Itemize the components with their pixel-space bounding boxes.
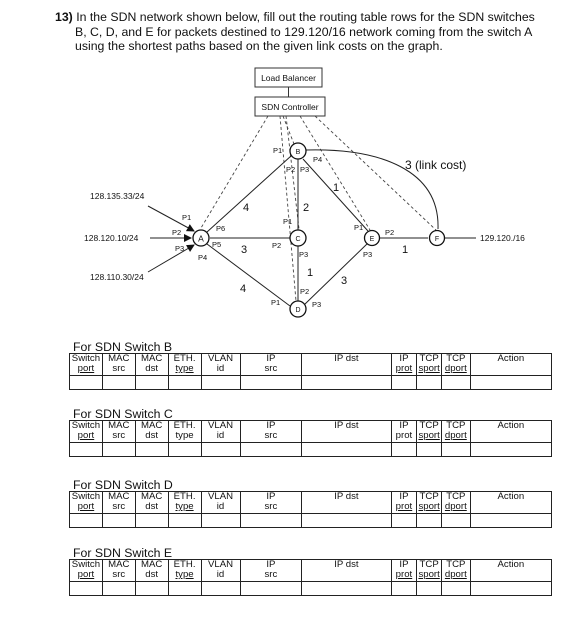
control-link-e: [300, 116, 370, 230]
table-row: [70, 582, 552, 596]
switch-d-table: [69, 491, 552, 528]
node-a-label: A: [198, 233, 204, 244]
answer-cell[interactable]: [102, 582, 135, 596]
col-label: TCP: [446, 353, 466, 364]
col-label: IP: [399, 491, 409, 502]
network-label-dest: 129.120./16: [480, 233, 525, 243]
answer-cell[interactable]: [441, 443, 470, 457]
col-action: [470, 560, 551, 582]
col-tcp-dport: [441, 421, 470, 443]
question-number: 13): [55, 10, 73, 24]
load-balancer-label: Load Balancer: [261, 73, 316, 83]
answer-cell[interactable]: [102, 443, 135, 457]
answer-cell[interactable]: [240, 582, 302, 596]
col-label: TCP: [446, 420, 466, 431]
port-e-p3: P3: [363, 250, 373, 259]
col-sub: src: [112, 501, 126, 512]
answer-cell[interactable]: [70, 376, 103, 390]
col-sub: src: [112, 569, 126, 580]
node-c-label: C: [295, 236, 301, 243]
port-a-p6: P6: [216, 224, 226, 233]
col-tcp-sport: [417, 560, 442, 582]
col-tcp-dport: [441, 492, 470, 514]
question-line-2: B, C, D, and E for packets destined to 129.120/16 network coming from the switch A: [75, 24, 533, 39]
col-vlan-id: [201, 492, 240, 514]
col-ip-prot: [391, 421, 417, 443]
col-label: IP dst: [334, 420, 359, 431]
answer-cell[interactable]: [417, 443, 442, 457]
col-sub: id: [216, 430, 225, 441]
col-label: TCP: [419, 353, 439, 364]
col-sub: prot: [395, 430, 413, 441]
col-sub: port: [77, 569, 95, 580]
cost-a-c: 3: [241, 244, 248, 256]
col-sub: dport: [444, 430, 467, 441]
answer-cell[interactable]: [391, 582, 417, 596]
port-a-p4: P4: [198, 253, 208, 262]
col-label: MAC: [108, 491, 130, 502]
col-sub: id: [216, 363, 225, 374]
table-row: [70, 443, 552, 457]
cost-c-d: 1: [307, 267, 314, 279]
table-header-row: [70, 560, 552, 582]
col-mac-src: [102, 421, 135, 443]
col-label: Switch: [71, 491, 101, 502]
answer-cell[interactable]: [201, 443, 240, 457]
table-header-row: [70, 354, 552, 376]
col-sub: sport: [418, 569, 440, 580]
answer-cell[interactable]: [70, 582, 103, 596]
answer-cell[interactable]: [441, 514, 470, 528]
col-label: TCP: [419, 559, 439, 570]
col-sub: port: [77, 363, 95, 374]
col-label: VLAN: [207, 353, 234, 364]
port-b-p4: P4: [313, 155, 323, 164]
col-label: VLAN: [207, 420, 234, 431]
col-action: [470, 354, 551, 376]
cost-e-d: 3: [341, 275, 348, 287]
arrow-net3: [148, 245, 194, 272]
node-b: [290, 143, 306, 159]
port-e-p1: P1: [354, 223, 364, 232]
col-sub: src: [264, 569, 278, 580]
answer-cell[interactable]: [240, 376, 302, 390]
col-ip-dst: [302, 421, 391, 443]
col-ip-dst: [302, 354, 391, 376]
col-sub: src: [264, 501, 278, 512]
col-sub: sport: [418, 501, 440, 512]
sdn-controller-label: SDN Controller: [261, 102, 319, 112]
col-label: IP: [266, 353, 276, 364]
answer-cell[interactable]: [391, 376, 417, 390]
port-a-p1: P1: [182, 213, 192, 222]
col-switch-port: [70, 560, 103, 582]
col-sub: dst: [145, 430, 159, 441]
col-label: IP dst: [334, 491, 359, 502]
node-d: [290, 301, 306, 317]
switch-c-table: [69, 420, 552, 457]
link-a-b: [207, 156, 291, 232]
port-c-p2: P2: [272, 241, 282, 250]
col-label: Switch: [71, 353, 101, 364]
answer-cell[interactable]: [168, 443, 201, 457]
port-d-p2: P2: [300, 287, 310, 296]
answer-cell[interactable]: [168, 582, 201, 596]
link-b-e: [303, 159, 368, 231]
switch-c-title: For SDN Switch C: [73, 407, 173, 421]
answer-cell[interactable]: [240, 514, 302, 528]
cost-e-f: 1: [402, 244, 409, 256]
answer-cell[interactable]: [102, 514, 135, 528]
port-b-p3: P3: [300, 165, 310, 174]
node-f: [430, 231, 445, 246]
col-mac-dst: [135, 560, 168, 582]
answer-cell[interactable]: [168, 514, 201, 528]
port-c-p3: P3: [299, 250, 309, 259]
port-a-p2: P2: [172, 228, 182, 237]
col-sub: src: [112, 430, 126, 441]
col-mac-src: [102, 492, 135, 514]
col-mac-src: [102, 560, 135, 582]
col-sub: sport: [418, 430, 440, 441]
col-sub: dst: [145, 501, 159, 512]
col-sub: type: [175, 501, 194, 512]
answer-cell[interactable]: [441, 582, 470, 596]
col-label: Switch: [71, 420, 101, 431]
table-header-row: [70, 421, 552, 443]
col-label: IP: [266, 491, 276, 502]
answer-cell[interactable]: [135, 582, 168, 596]
port-b-p2: P2: [286, 165, 296, 174]
port-e-p2: P2: [385, 228, 395, 237]
col-label: ETH.: [173, 353, 196, 364]
col-eth-type: [168, 421, 201, 443]
answer-cell[interactable]: [470, 582, 551, 596]
col-sub: prot: [395, 501, 413, 512]
node-e: [365, 231, 380, 246]
col-tcp-sport: [417, 354, 442, 376]
switch-e-title: For SDN Switch E: [73, 546, 173, 560]
cost-a-d: 4: [240, 283, 247, 295]
col-ip-src: [240, 421, 302, 443]
col-vlan-id: [201, 354, 240, 376]
col-switch-port: [70, 492, 103, 514]
switch-b-table: [69, 353, 552, 390]
switch-d-title: For SDN Switch D: [73, 478, 173, 492]
table-row: [70, 514, 552, 528]
col-switch-port: [70, 354, 103, 376]
answer-cell[interactable]: [417, 514, 442, 528]
port-d-p3: P3: [312, 300, 322, 309]
cost-b-c: 2: [303, 202, 310, 214]
link-e-d: [304, 243, 368, 305]
col-vlan-id: [201, 421, 240, 443]
col-label: Action: [497, 353, 525, 364]
node-b-label: B: [295, 149, 301, 156]
col-mac-dst: [135, 492, 168, 514]
answer-cell[interactable]: [135, 443, 168, 457]
col-label: TCP: [446, 491, 466, 502]
col-label: VLAN: [207, 491, 234, 502]
cost-a-b: 4: [243, 202, 250, 214]
link-cost-note: 3 (link cost): [405, 158, 467, 172]
col-ip-dst: [302, 560, 391, 582]
col-label: IP: [266, 420, 276, 431]
node-a: [193, 230, 209, 246]
col-sub: prot: [395, 363, 413, 374]
table-header-row: [70, 492, 552, 514]
col-label: IP: [399, 559, 409, 570]
col-label: IP dst: [334, 559, 359, 570]
col-sub: dport: [444, 569, 467, 580]
answer-cell[interactable]: [470, 443, 551, 457]
col-label: TCP: [419, 491, 439, 502]
table-row: [70, 376, 552, 390]
col-eth-type: [168, 354, 201, 376]
answer-cell[interactable]: [240, 443, 302, 457]
answer-cell[interactable]: [70, 443, 103, 457]
question-line-3: using the shortest paths based on the given link costs on the graph.: [75, 39, 443, 53]
answer-cell[interactable]: [417, 376, 442, 390]
port-b-p1: P1: [273, 146, 283, 155]
col-ip-src: [240, 560, 302, 582]
col-label: MAC: [108, 420, 130, 431]
col-vlan-id: [201, 560, 240, 582]
answer-cell[interactable]: [102, 376, 135, 390]
col-sub: sport: [418, 363, 440, 374]
col-sub: dport: [444, 501, 467, 512]
col-sub: dst: [145, 569, 159, 580]
cost-b-e: 1: [333, 182, 340, 194]
col-label: IP: [399, 420, 409, 431]
col-label: ETH.: [173, 559, 196, 570]
col-sub: port: [77, 501, 95, 512]
col-label: Switch: [71, 559, 101, 570]
answer-cell[interactable]: [302, 443, 391, 457]
port-a-p3: P3: [175, 244, 185, 253]
col-sub: id: [216, 501, 225, 512]
port-a-p5: P5: [212, 240, 222, 249]
col-label: MAC: [141, 353, 163, 364]
answer-cell[interactable]: [201, 514, 240, 528]
answer-cell[interactable]: [302, 514, 391, 528]
col-ip-src: [240, 354, 302, 376]
col-label: MAC: [141, 491, 163, 502]
node-d-label: D: [295, 307, 301, 314]
col-ip-prot: [391, 560, 417, 582]
col-sub: type: [175, 363, 194, 374]
col-eth-type: [168, 492, 201, 514]
col-eth-type: [168, 560, 201, 582]
answer-cell[interactable]: [470, 514, 551, 528]
col-sub: src: [264, 430, 278, 441]
col-sub: src: [112, 363, 126, 374]
col-sub: type: [175, 430, 194, 441]
col-label: ETH.: [173, 420, 196, 431]
col-sub: dport: [444, 363, 467, 374]
col-action: [470, 492, 551, 514]
link-a-d: [207, 244, 290, 306]
col-mac-dst: [135, 421, 168, 443]
col-sub: type: [175, 569, 194, 580]
col-mac-src: [102, 354, 135, 376]
answer-cell[interactable]: [201, 582, 240, 596]
answer-cell[interactable]: [417, 582, 442, 596]
answer-cell[interactable]: [201, 376, 240, 390]
answer-cell[interactable]: [302, 582, 391, 596]
col-label: MAC: [141, 559, 163, 570]
control-link-f: [315, 116, 436, 230]
port-labels: [172, 146, 394, 309]
col-switch-port: [70, 421, 103, 443]
col-tcp-dport: [441, 560, 470, 582]
col-sub: src: [264, 363, 278, 374]
col-label: IP dst: [334, 353, 359, 364]
question-line-1-text: In the SDN network shown below, fill out the routing table rows for the SDN switches: [76, 10, 535, 24]
col-label: IP: [266, 559, 276, 570]
answer-cell[interactable]: [168, 376, 201, 390]
col-label: VLAN: [207, 559, 234, 570]
col-sub: port: [77, 430, 95, 441]
col-label: MAC: [141, 420, 163, 431]
col-label: Action: [497, 491, 525, 502]
col-label: MAC: [108, 353, 130, 364]
answer-cell[interactable]: [70, 514, 103, 528]
col-label: TCP: [446, 559, 466, 570]
network-label-3: 128.110.30/24: [90, 272, 144, 282]
col-sub: dst: [145, 363, 159, 374]
col-tcp-sport: [417, 492, 442, 514]
answer-cell[interactable]: [441, 376, 470, 390]
col-label: Action: [497, 559, 525, 570]
col-ip-prot: [391, 354, 417, 376]
answer-cell[interactable]: [135, 376, 168, 390]
col-label: TCP: [419, 420, 439, 431]
answer-cell[interactable]: [470, 376, 551, 390]
answer-cell[interactable]: [391, 514, 417, 528]
col-ip-dst: [302, 492, 391, 514]
control-link-a: [201, 116, 268, 228]
network-label-1: 128.135.33/24: [90, 191, 145, 201]
control-links: [201, 116, 436, 301]
answer-cell[interactable]: [302, 376, 391, 390]
port-d-p1: P1: [271, 298, 281, 307]
col-label: MAC: [108, 559, 130, 570]
col-mac-dst: [135, 354, 168, 376]
col-action: [470, 421, 551, 443]
network-label-2: 128.120.10/24: [84, 233, 139, 243]
node-e-label: E: [369, 236, 375, 243]
node-c: [290, 230, 306, 246]
col-label: ETH.: [173, 491, 196, 502]
node-f-label: F: [434, 236, 440, 243]
col-tcp-dport: [441, 354, 470, 376]
answer-cell[interactable]: [391, 443, 417, 457]
col-sub: prot: [395, 569, 413, 580]
col-ip-src: [240, 492, 302, 514]
col-label: Action: [497, 420, 525, 431]
switch-b-title: For SDN Switch B: [73, 340, 173, 354]
col-sub: id: [216, 569, 225, 580]
switch-e-table: [69, 559, 552, 596]
col-tcp-sport: [417, 421, 442, 443]
answer-cell[interactable]: [135, 514, 168, 528]
port-c-p1: P1: [283, 217, 293, 226]
col-ip-prot: [391, 492, 417, 514]
col-label: IP: [399, 353, 409, 364]
